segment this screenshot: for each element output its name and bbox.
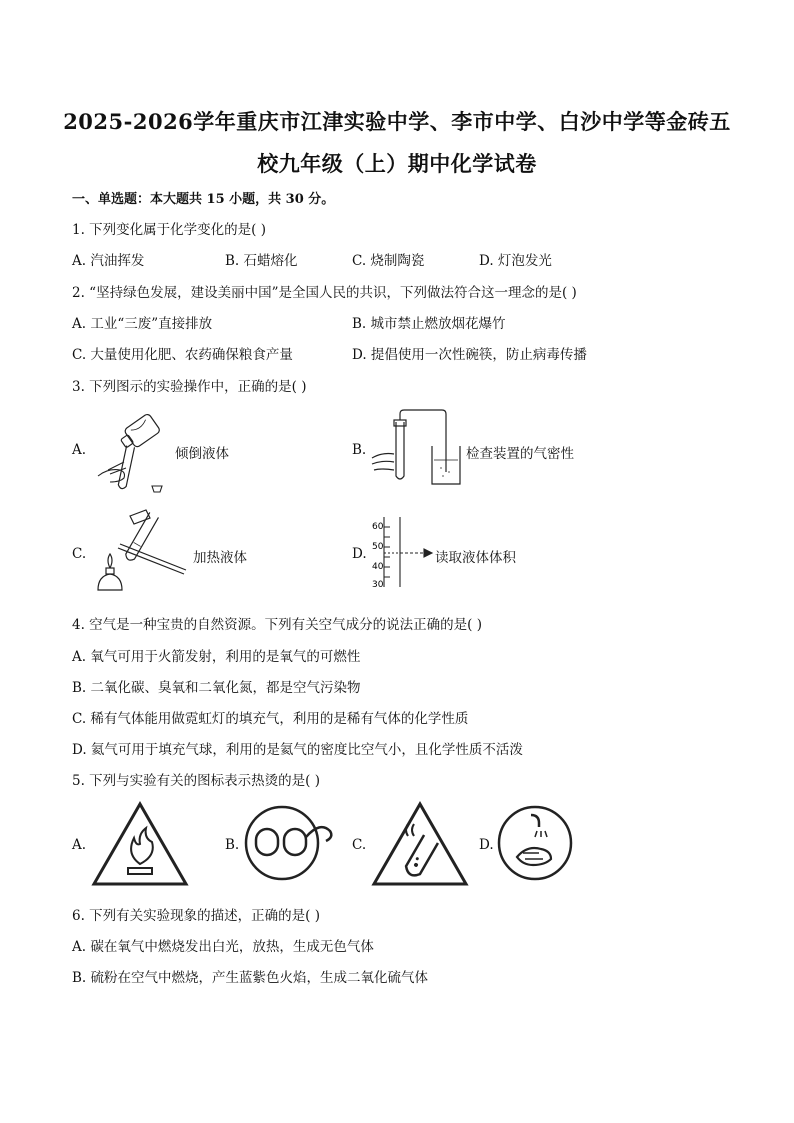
question-1-stem: 1. 下列变化属于化学变化的是( ) — [72, 222, 266, 238]
q5-option-a: A. — [72, 837, 87, 853]
q4-option-a: A. 氧气可用于火箭发射，利用的是氧气的可燃性 — [72, 649, 361, 665]
question-5-stem: 5. 下列与实验有关的图标表示热烫的是( ) — [72, 773, 320, 789]
cylinder-tick-40: 40 — [372, 562, 384, 572]
graduated-cylinder-illustration — [370, 515, 434, 589]
q3-option-d: D. — [352, 546, 367, 562]
q4-option-c: C. 稀有气体能用做霓虹灯的填充气，利用的是稀有气体的化学性质 — [72, 711, 469, 727]
pouring-liquid-illustration — [90, 410, 170, 492]
cylinder-tick-30: 30 — [372, 580, 384, 590]
q2-option-c: C. 大量使用化肥、农药确保粮食产量 — [72, 347, 293, 363]
heating-liquid-illustration — [90, 508, 190, 600]
q6-option-a: A. 碳在氧气中燃烧发出白光，放热，生成无色气体 — [72, 939, 374, 955]
q1-option-d: D. 灯泡发光 — [479, 253, 552, 269]
cylinder-tick-50: 50 — [372, 542, 384, 552]
q3-option-c: C. — [72, 546, 87, 562]
q4-option-d: D. 氦气可用于填充气球，利用的是氦气的密度比空气小，且化学性质不活泼 — [72, 742, 523, 758]
hand-wash-icon — [497, 805, 573, 881]
q5-option-c: C. — [352, 837, 367, 853]
section-heading: 一、单选题：本大题共 15 小题，共 30 分。 — [72, 192, 335, 207]
q1-option-c: C. 烧制陶瓷 — [352, 253, 425, 269]
q2-option-a: A. 工业“三废”直接排放 — [72, 316, 213, 332]
goggles-icon — [244, 805, 336, 881]
q2-option-b: B. 城市禁止燃放烟花爆竹 — [352, 316, 506, 332]
q3-option-a: A. — [72, 442, 87, 458]
exam-title-line2: 校九年级（上）期中化学试卷 — [257, 151, 537, 176]
q1-option-a: A. 汽油挥发 — [72, 253, 145, 269]
q1-option-b: B. 石蜡熔化 — [225, 253, 298, 269]
airtightness-check-illustration — [370, 412, 462, 488]
q3-caption-c: 加热液体 — [193, 550, 247, 566]
q5-option-b: B. — [225, 837, 240, 853]
question-3-stem: 3. 下列图示的实验操作中，正确的是( ) — [72, 379, 307, 395]
exam-title-line1: 2025-2026学年重庆市江津实验中学、李市中学、白沙中学等金砖五 — [63, 109, 731, 134]
q5-option-d: D. — [479, 837, 494, 853]
hot-surface-icon — [372, 802, 468, 886]
q3-caption-b: 检查装置的气密性 — [466, 446, 574, 462]
q3-caption-a: 倾倒液体 — [175, 446, 229, 462]
question-6-stem: 6. 下列有关实验现象的描述，正确的是( ) — [72, 908, 320, 924]
flame-warning-icon — [92, 802, 188, 886]
q4-option-b: B. 二氧化碳、臭氧和二氧化氮，都是空气污染物 — [72, 680, 361, 696]
q3-caption-d: 读取液体体积 — [435, 550, 516, 566]
q3-option-b: B. — [352, 442, 367, 458]
cylinder-tick-60: 60 — [372, 522, 384, 532]
q2-option-d: D. 提倡使用一次性碗筷，防止病毒传播 — [352, 347, 587, 363]
question-2-stem: 2. “坚持绿色发展，建设美丽中国”是全国人民的共识，下列做法符合这一理念的是( ) — [72, 285, 577, 301]
question-4-stem: 4. 空气是一种宝贵的自然资源。下列有关空气成分的说法正确的是( ) — [72, 617, 482, 633]
q6-option-b: B. 硫粉在空气中燃烧，产生蓝紫色火焰，生成二氧化硫气体 — [72, 970, 429, 986]
